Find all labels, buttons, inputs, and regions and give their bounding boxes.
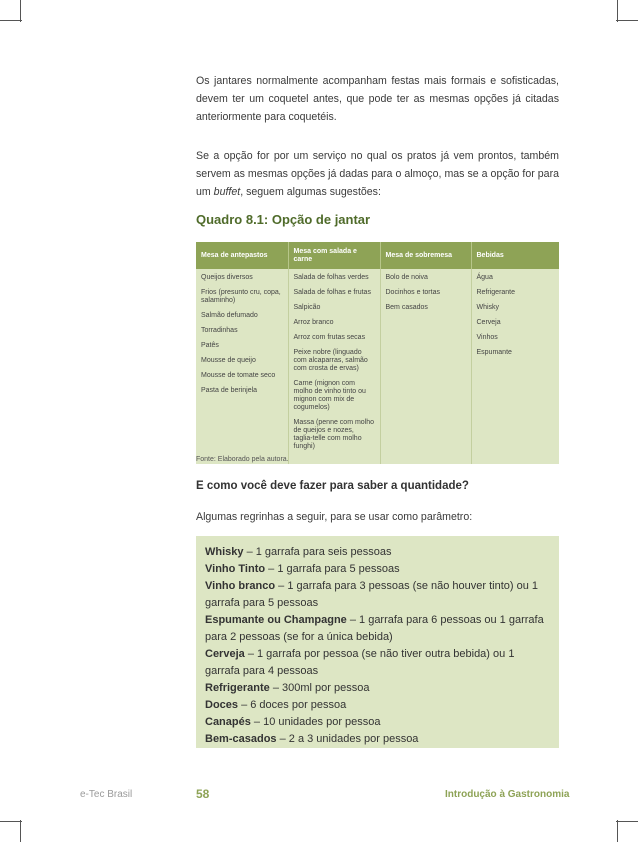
rule-quantity: – 300ml por pessoa — [269, 682, 370, 694]
rule-item — [205, 544, 551, 561]
paragraph-text: , seguem algumas sugestões: — [240, 186, 381, 198]
table-cell-item: Pasta de berinjela — [201, 387, 258, 394]
table-header-row — [196, 242, 559, 269]
table-cell-item: Peixe nobre (linguado com alcaparras, salmão com crosta de ervas) — [293, 349, 368, 372]
rule-quantity: – 10 unidades por pessoa — [250, 716, 381, 728]
rule-quantity: – 1 garrafa para seis pessoas — [243, 546, 392, 558]
table-source: Fonte: Elaborado pela autora. — [196, 456, 289, 463]
table-cell-item: Arroz branco — [293, 319, 334, 326]
table-cell-item: Salmão defumado — [201, 312, 258, 319]
page-number: 58 — [196, 787, 210, 801]
table-cell-item: Massa (penne com molho de queijos e nozes, taglia-telle com molho funghi) — [293, 419, 375, 450]
rule-quantity: – 1 garrafa para 3 pessoas (se não houver tinto) ou 1 garrafa para 5 pessoas — [205, 580, 539, 609]
crop-mark — [616, 821, 638, 822]
rule-item — [205, 646, 551, 680]
crop-mark — [617, 0, 618, 22]
table-cell — [471, 269, 559, 464]
table-cell-item: Mousse de tomate seco — [201, 372, 276, 379]
table-cell-item: Salada de folhas verdes — [293, 274, 369, 281]
table-cell — [288, 269, 380, 464]
rule-drink: Vinho Tinto — [205, 563, 266, 575]
table-cell-item: Bem casados — [385, 304, 428, 311]
rule-item — [205, 561, 551, 578]
table-cell-item: Frios (presunto cru, copa, salaminho) — [201, 289, 281, 304]
rule-item — [205, 731, 551, 748]
footer-book-title: Introdução à Gastronomia — [445, 789, 570, 800]
crop-mark — [0, 821, 22, 822]
rule-drink: Canapés — [205, 716, 251, 728]
buffet-word: buffet — [213, 186, 241, 198]
table-row — [196, 269, 559, 464]
rule-drink: Vinho branco — [205, 580, 276, 592]
table-cell-item: Torradinhas — [201, 327, 238, 334]
rule-item — [205, 680, 551, 697]
rule-drink: Bem-casados — [205, 733, 277, 745]
paragraph-intro: Os jantares normalmente acompanham festas mais formais e sofisticadas, devem ter um coquetel antes, que pode ter as mesmas opções já citadas anteriormente para coquetéis. — [196, 75, 559, 123]
crop-mark — [20, 820, 21, 842]
quantity-rules-box — [196, 536, 559, 748]
rule-item — [205, 612, 551, 646]
table-cell-item: Patês — [201, 342, 219, 349]
table-cell-item: Salada de folhas e frutas — [293, 289, 371, 296]
table-cell-item: Queijos diversos — [201, 274, 253, 281]
rules-intro: Algumas regrinhas a seguir, para se usar como parâmetro: — [196, 511, 473, 523]
table-cell-item: Whisky — [476, 304, 500, 311]
dinner-options-table — [196, 242, 559, 464]
table-cell-item: Água — [476, 274, 493, 281]
rule-quantity: – 1 garrafa para 6 pessoas ou 1 garrafa para 2 pessoas (se for a única bebida) — [205, 614, 544, 643]
table-cell-item: Arroz com frutas secas — [293, 334, 366, 341]
rule-drink: Cerveja — [205, 648, 245, 660]
crop-mark — [20, 0, 21, 22]
rule-item — [205, 578, 551, 612]
table-cell — [380, 269, 471, 464]
rule-drink: Whisky — [205, 546, 244, 558]
paragraph-text: Se a opção for por um serviço no qual os pratos já vem prontos, também servem as mesmas opções já dadas para o almoço, mas se a opção for para um — [196, 150, 559, 198]
rule-quantity: – 1 garrafa para 5 pessoas — [265, 563, 400, 575]
table-cell-item: Docinhos e tortas — [385, 289, 440, 296]
rule-drink: Doces — [205, 699, 239, 711]
rule-quantity: – 2 a 3 unidades por pessoa — [276, 733, 419, 745]
rule-quantity: – 1 garrafa por pessoa (se não tiver outra bebida) ou 1 garrafa para 4 pessoas — [205, 648, 515, 677]
crop-mark — [0, 20, 22, 21]
table-cell-item: Cerveja — [476, 319, 501, 326]
column-header: Mesa com salada e carne — [288, 242, 380, 269]
column-header: Mesa de sobremesa — [380, 242, 471, 269]
rule-quantity: – 6 doces por pessoa — [238, 699, 347, 711]
table-title: Quadro 8.1: Opção de jantar — [196, 212, 371, 227]
paragraph-buffet — [196, 147, 559, 201]
rule-drink: Espumante ou Champagne — [205, 614, 347, 626]
column-header: Bebidas — [471, 242, 559, 269]
table-cell-item: Mousse de queijo — [201, 357, 256, 364]
footer-brand: e-Tec Brasil — [80, 789, 133, 800]
rule-item — [205, 714, 551, 731]
table-cell — [196, 269, 288, 464]
section-question: E como você deve fazer para saber a quantidade? — [196, 480, 469, 492]
crop-mark — [616, 20, 638, 21]
rule-drink: Refrigerante — [205, 682, 270, 694]
column-header: Mesa de antepastos — [196, 242, 288, 269]
rule-item — [205, 697, 551, 714]
table-cell-item: Refrigerante — [476, 289, 516, 296]
table-cell-item: Carne (mignon com molho de vinho tinto ou mignon com mix de cogumelos) — [293, 380, 366, 411]
table-cell-item: Salpicão — [293, 304, 321, 311]
table-cell-item: Vinhos — [476, 334, 498, 341]
crop-mark — [617, 820, 618, 842]
table-cell-item: Espumante — [476, 349, 512, 356]
table-cell-item: Bolo de noiva — [385, 274, 428, 281]
